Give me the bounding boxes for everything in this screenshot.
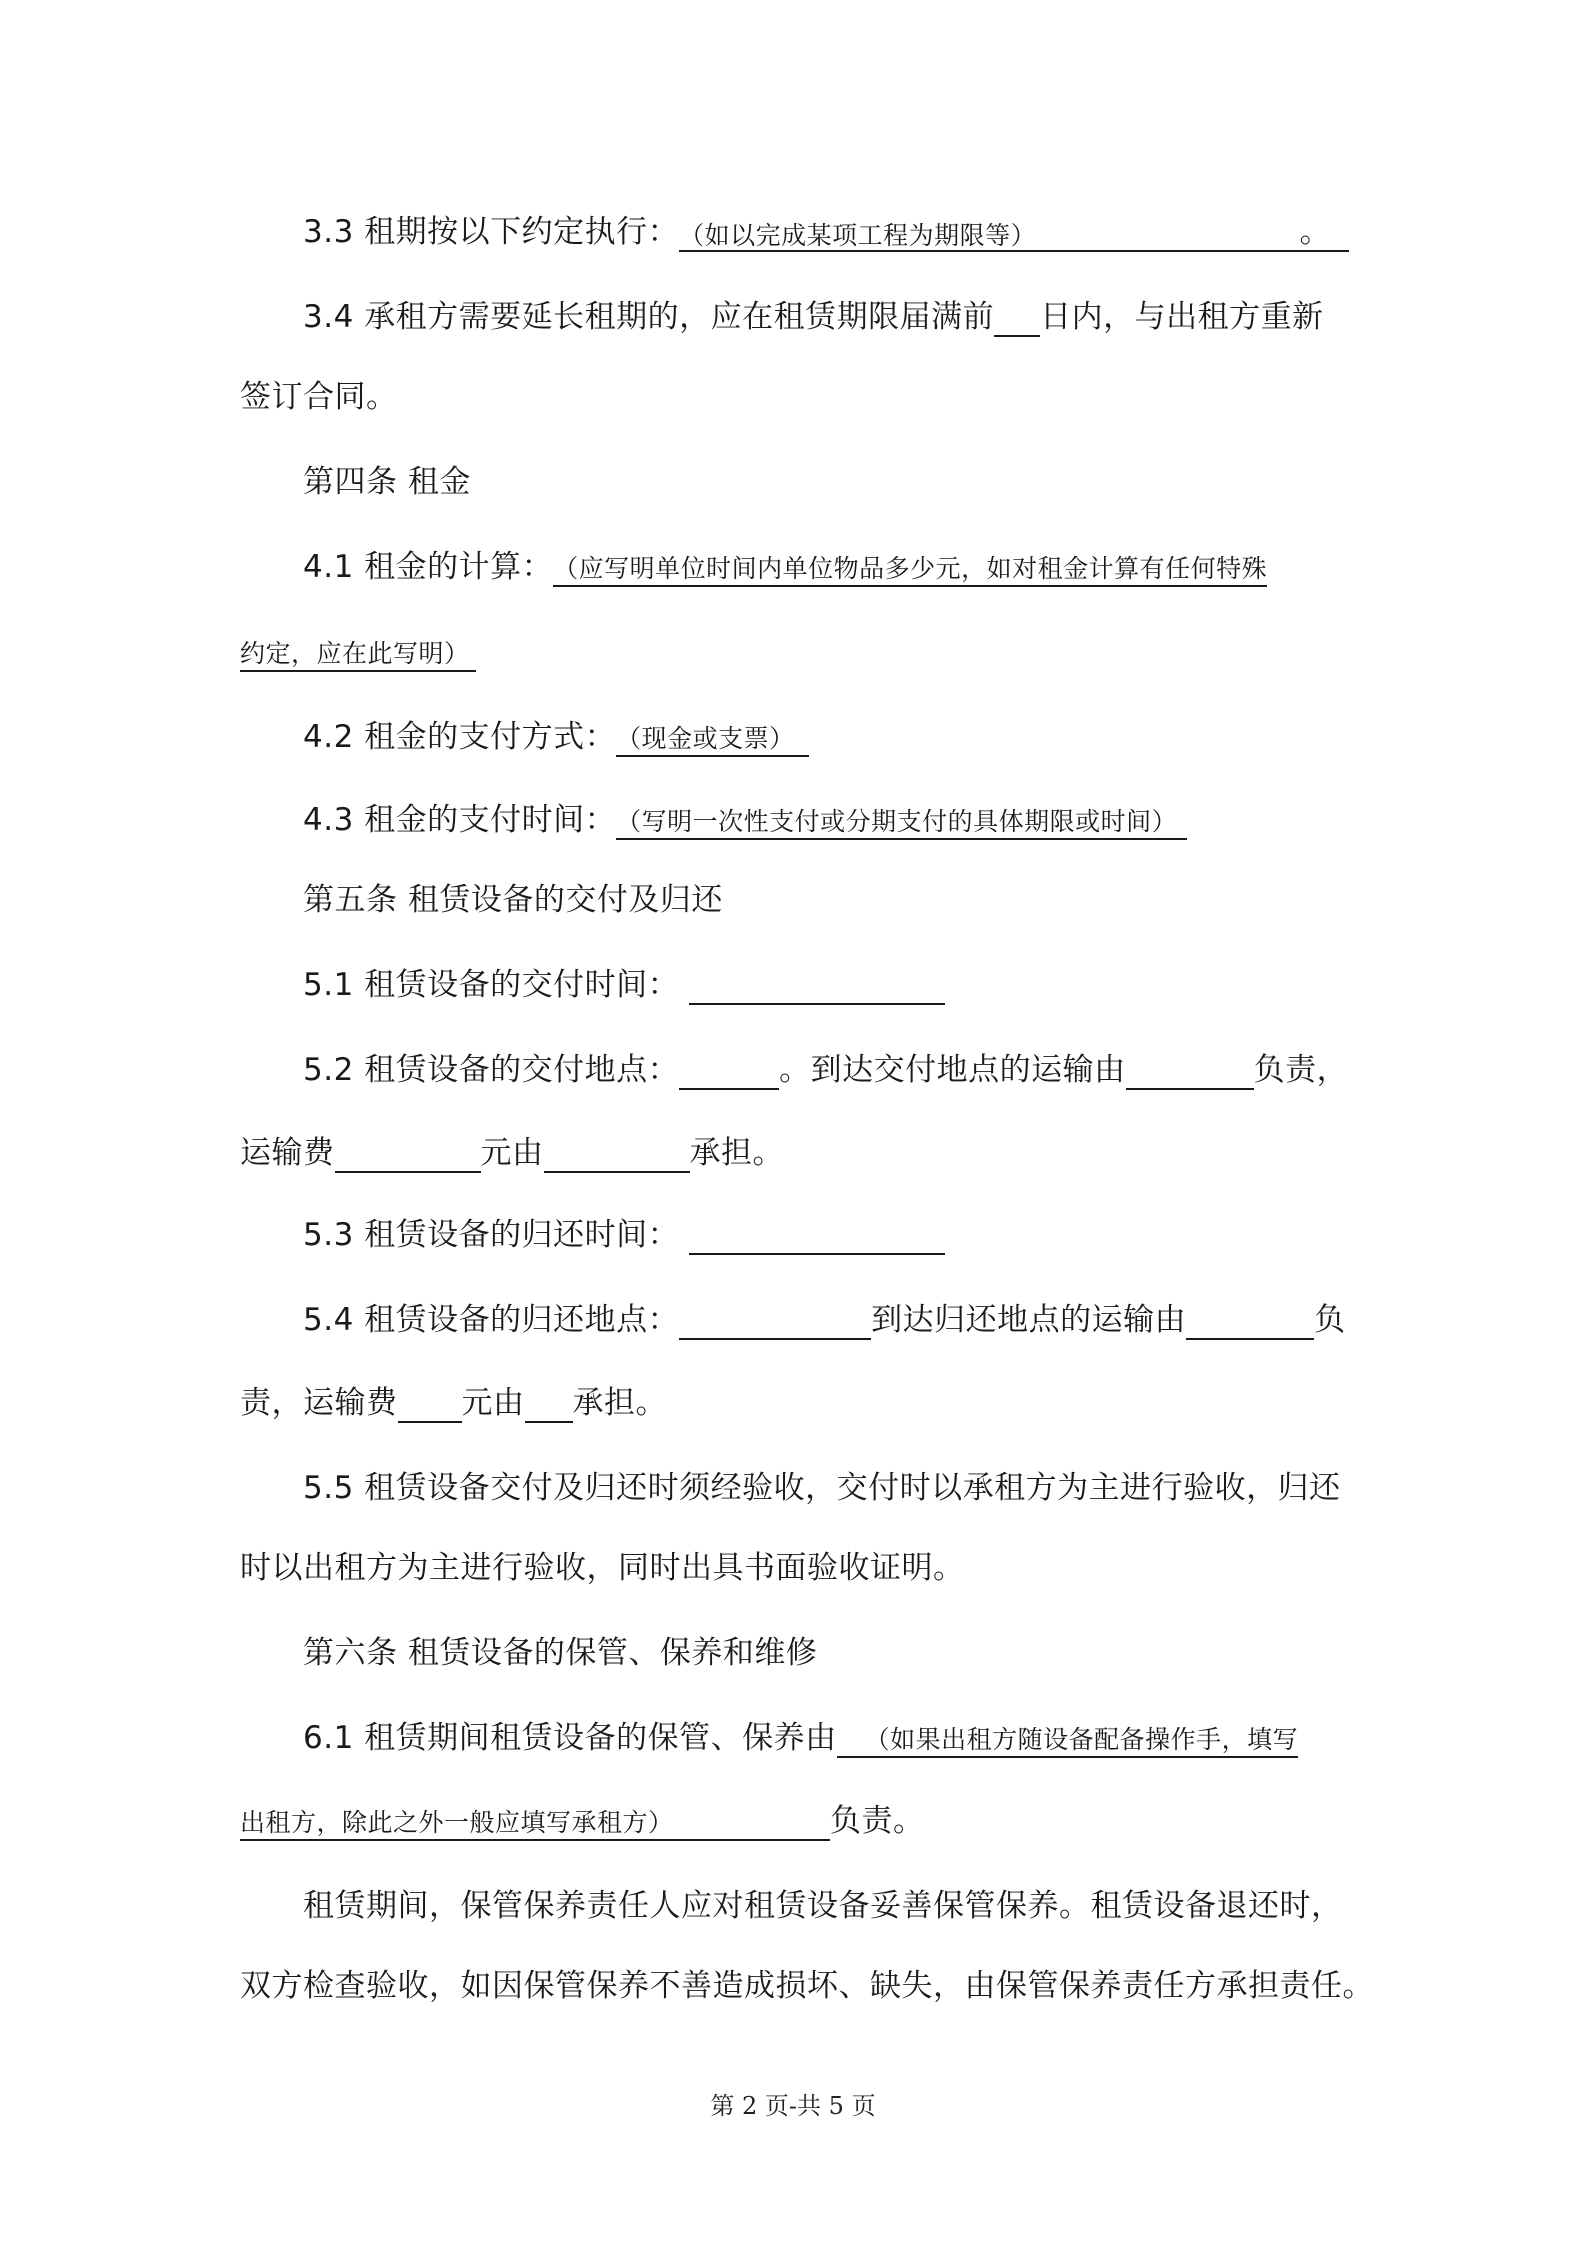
clause-5-2: 5.2 租赁设备的交付地点： 。到达交付地点的运输由 负责， [303, 1052, 1349, 1088]
clause-4-3: 4.3 租金的支付时间：（写明一次性支付或分期支付的具体期限或时间） [303, 800, 1360, 840]
return-time-blank [689, 1215, 945, 1255]
paragraph-6-line2: 双方检查验收，如因保管保养不善造成损坏、缺失，由保管保养责任方承担责任。 [240, 1968, 1374, 2004]
return-transport-blank [1186, 1300, 1314, 1340]
clause-5-5-line2: 时以出租方为主进行验收，同时出具书面验收证明。 [240, 1550, 965, 1586]
clause-5-2-line2: 运输费 元由 承担。 [240, 1135, 784, 1171]
article-6-heading: 第六条 租赁设备的保管、保养和维修 [303, 1635, 818, 1671]
paragraph-6: 租赁期间，保管保养责任人应对租赁设备妥善保管保养。租赁设备退还时， [303, 1888, 1343, 1924]
clause-5-1: 5.1 租赁设备的交付时间： [303, 965, 1360, 1005]
return-fee-blank [398, 1383, 462, 1423]
clause-5-4-line2: 责，运输费 元由 承担。 [240, 1385, 667, 1421]
return-place-blank [679, 1300, 871, 1340]
page-footer: 第 2 页-共 5 页 [710, 2092, 876, 2120]
clause-3-3-label: 3.3 租期按以下约定执行： [303, 214, 680, 250]
article-4-heading: 第四条 租金 [303, 464, 471, 500]
clause-3-3-blank: （如以完成某项工程为期限等） 。 [679, 212, 1349, 252]
delivery-fee-payer-blank [544, 1133, 690, 1173]
delivery-place-blank [679, 1050, 779, 1090]
clause-3-3 [303, 212, 1360, 252]
clause-5-3: 5.3 租赁设备的归还时间： [303, 1215, 1360, 1255]
delivery-fee-blank [335, 1133, 481, 1173]
clause-4-1-line2: 约定，应在此写明） [240, 632, 1360, 672]
days-blank [994, 297, 1040, 337]
clause-5-4: 5.4 租赁设备的归还地点： 到达归还地点的运输由 负 [303, 1302, 1346, 1338]
clause-6-1-line2: 出租方，除此之外一般应填写承租方） 负责。 [240, 1803, 925, 1839]
clause-3-4: 3.4 承租方需要延长租期的，应在租赁期限届满前 日内，与出租方重新 [303, 299, 1324, 335]
delivery-transport-blank [1126, 1050, 1254, 1090]
clause-4-1: 4.1 租金的计算：（应写明单位时间内单位物品多少元，如对租金计算有任何特殊 [303, 549, 1268, 585]
clause-4-2: 4.2 租金的支付方式：（现金或支票） [303, 717, 1360, 757]
article-5-heading: 第五条 租赁设备的交付及归还 [303, 882, 723, 918]
return-fee-payer-blank [525, 1383, 573, 1423]
clause-3-4-line2: 签订合同。 [240, 379, 398, 415]
delivery-time-blank [689, 965, 945, 1005]
clause-5-5: 5.5 租赁设备交付及归还时须经验收，交付时以承租方为主进行验收，归还 [303, 1470, 1341, 1506]
clause-6-1: 6.1 租赁期间租赁设备的保管、保养由 （如果出租方随设备配备操作手，填写 [303, 1720, 1299, 1756]
